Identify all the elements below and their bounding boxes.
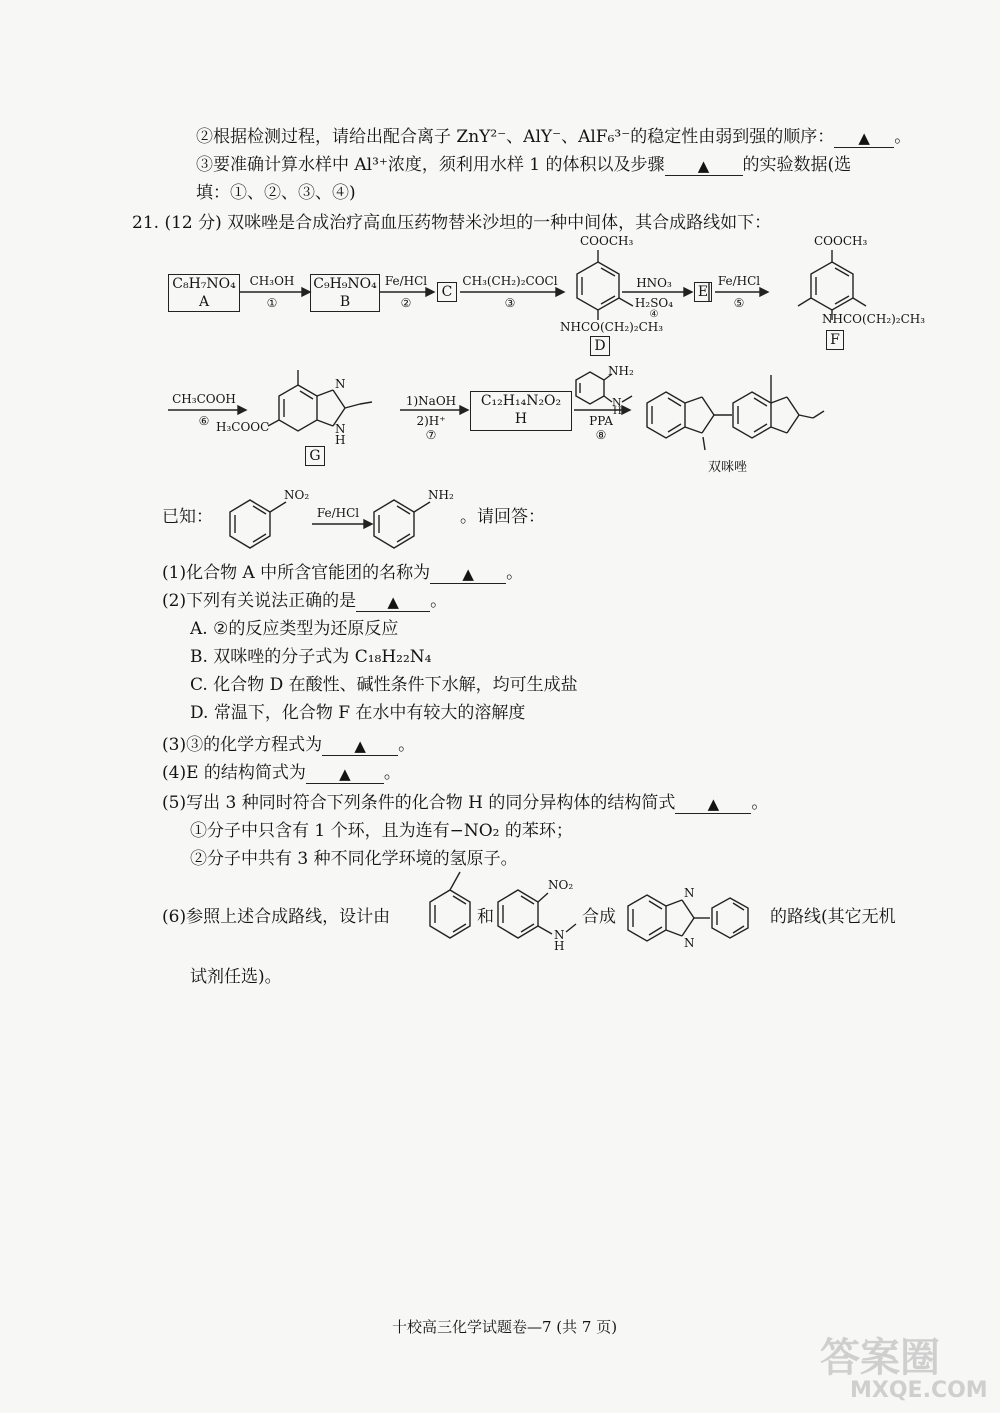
sub6-mid: 合成	[582, 907, 616, 927]
sub-question-3	[162, 734, 415, 756]
step5-num: ⑤	[733, 296, 745, 310]
step8-reagent-h: H	[613, 406, 622, 417]
step7-reagent-bottom: 2)H⁺	[416, 414, 446, 428]
compound-A-formula: C₈H₇NO₄	[172, 276, 236, 292]
q20-item2-end: 。	[894, 127, 912, 147]
watermark-logo: 答案圈	[820, 1335, 940, 1381]
blank-triangle: ▲	[387, 593, 399, 611]
compound-G-ester: H₃COOC	[216, 420, 270, 434]
product-label: 双咪唑	[708, 460, 748, 475]
compound-D-ester: COOCH₃	[580, 234, 634, 248]
compound-E-box: E	[694, 282, 712, 302]
step8-condition: PPA	[589, 414, 613, 428]
blank-triangle: ▲	[858, 129, 870, 147]
blank-triangle: ▲	[697, 157, 710, 175]
q20-item3-text: ③要准确计算水样中 Al³⁺浓度，须利用水样 1 的体积以及步骤	[196, 155, 665, 175]
step4-reagent-top: HNO₃	[636, 276, 672, 290]
blank-triangle: ▲	[707, 795, 720, 813]
sub5-end: 。	[751, 793, 769, 813]
compound-A-box	[168, 274, 240, 312]
condition-1: ①分子中只含有 1 个环，且为连有−NO₂ 的苯环；	[190, 821, 573, 841]
compound-G-box: G	[305, 446, 325, 466]
q21-header: 21. (12 分) 双咪唑是合成治疗高血压药物替米沙坦的一种中间体，其合成路线如下：	[132, 213, 772, 233]
compound-F-box: F	[826, 330, 844, 350]
step1-reagent: CH₃OH	[249, 274, 295, 288]
compound-H-box	[470, 391, 572, 431]
q20-item3-cont: 填：①、②、③、④)	[196, 183, 356, 203]
blank-triangle: ▲	[354, 737, 366, 755]
option-C[interactable]: C. 化合物 D 在酸性、碱性条件下水解，均可生成盐	[190, 675, 578, 695]
sub-question-2	[162, 590, 447, 612]
step5-reagent: Fe/HCl	[717, 274, 761, 288]
sub6-n-top: N	[684, 886, 695, 900]
answer-blank[interactable]	[306, 763, 384, 784]
step2-reagent: Fe/HCl	[384, 274, 428, 288]
compound-B-label: B	[339, 294, 351, 310]
compound-B-formula: C₉H₉NO₄	[313, 276, 377, 292]
sub-question-1	[162, 562, 523, 584]
sub1-end: 。	[506, 563, 524, 583]
sub3-text: (3)③的化学方程式为	[162, 735, 323, 755]
answer-blank[interactable]	[322, 735, 398, 756]
compound-D-box: D	[590, 336, 610, 356]
known-end: 。请回答：	[460, 507, 545, 527]
sub3-end: 。	[398, 735, 416, 755]
sub6-text: (6)参照上述合成路线，设计由	[162, 907, 391, 927]
sub4-text: (4)E 的结构简式为	[162, 763, 306, 783]
step6-reagent: CH₃COOH	[172, 392, 236, 406]
step3-reagent: CH₃(CH₂)₂COCl	[462, 274, 558, 288]
sub2-text: (2)下列有关说法正确的是	[162, 591, 357, 611]
compound-G-NH: N H	[335, 422, 346, 447]
sub6-end: 的路线(其它无机	[770, 907, 896, 927]
option-D[interactable]: D. 常温下，化合物 F 在水中有较大的溶解度	[190, 703, 526, 723]
condition-2: ②分子中共有 3 种不同化学环境的氢原子。	[190, 849, 518, 869]
compound-C-box: C	[437, 282, 457, 302]
sub1-text: (1)化合物 A 中所含官能团的名称为	[162, 563, 431, 583]
sub4-end: 。	[383, 763, 401, 783]
q20-item2-text: ②根据检测过程，请给出配合离子 ZnY²⁻、AlY⁻、AlF₆³⁻的稳定性由弱到强的顺序：	[196, 127, 835, 147]
step8-num: ⑧	[595, 428, 607, 442]
compound-D-amide: NHCO(CH₂)₂CH₃	[560, 320, 664, 334]
sub6-nitro: NO₂	[548, 878, 574, 892]
sub6-n-bottom: N	[684, 936, 695, 950]
compound-F-ester: COOCH₃	[814, 234, 868, 248]
option-B[interactable]: B. 双咪唑的分子式为 C₁₈H₂₂N₄	[190, 647, 432, 667]
page-footer: 十校高三化学试题卷—7 (共 7 页)	[392, 1318, 618, 1336]
compound-B-box	[310, 274, 380, 312]
watermark-url: MXQE.COM	[850, 1378, 988, 1403]
known-nitro: NO₂	[284, 488, 310, 502]
blank-triangle: ▲	[339, 765, 351, 783]
sub6-cont: 试剂任选)。	[190, 967, 282, 987]
answer-blank[interactable]	[675, 793, 751, 814]
sub5-text: (5)写出 3 种同时符合下列条件的化合物 H 的同分异构体的结构简式	[162, 793, 676, 813]
step7-reagent-top: 1)NaOH	[405, 394, 457, 408]
compound-H-label: H	[514, 411, 528, 427]
compound-H-formula: C₁₂H₁₄N₂O₂	[480, 393, 562, 409]
step2-num: ②	[400, 296, 412, 310]
step1-num: ①	[266, 296, 278, 310]
sub-question-5	[162, 792, 768, 814]
answer-blank[interactable]	[356, 591, 430, 612]
step8-reagent-nh2: NH₂	[608, 364, 634, 378]
compound-G-N: N	[335, 377, 346, 391]
sub6-nh: N H	[554, 928, 565, 953]
step3-num: ③	[504, 296, 516, 310]
compound-F-amide: NHCO(CH₂)₂CH₃	[822, 312, 926, 326]
step8-reagent-n: N	[612, 396, 622, 409]
step7-num: ⑦	[425, 428, 437, 442]
step4-num: ④	[649, 309, 659, 320]
known-amine: NH₂	[428, 488, 454, 502]
step6-num: ⑥	[198, 414, 210, 428]
blank-triangle: ▲	[462, 565, 474, 583]
q20-item3-end: 的实验数据(选	[742, 155, 852, 175]
sub-question-4	[162, 762, 401, 784]
known-label: 已知：	[162, 507, 213, 527]
known-reagent: Fe/HCl	[316, 506, 360, 520]
sub6-and: 和	[477, 907, 494, 927]
answer-blank[interactable]	[430, 563, 506, 584]
step4-reagent-bottom: H₂SO₄	[634, 296, 674, 310]
sub2-end: 。	[430, 591, 448, 611]
option-A[interactable]: A. ②的反应类型为还原反应	[190, 619, 399, 639]
compound-A-label: A	[198, 294, 210, 310]
